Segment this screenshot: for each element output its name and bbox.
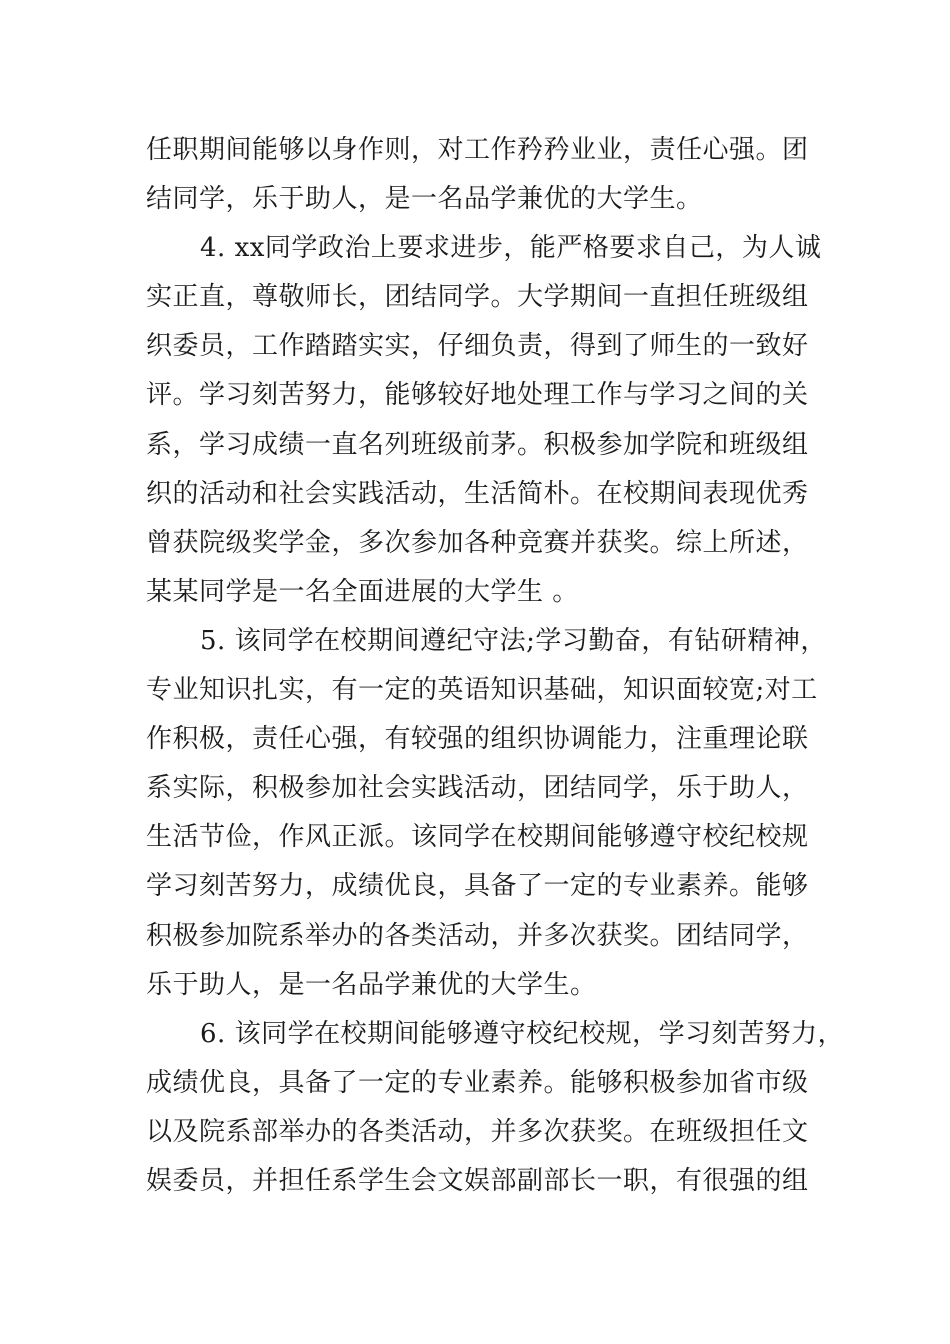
text-line: 曾获院级奖学金，多次参加各种竞赛并获奖。综上所述， — [146, 527, 809, 558]
text-line: 以及院系部举办的各类活动，并多次获奖。在班级担任文 — [146, 1116, 809, 1147]
text-line: 作积极，责任心强，有较强的组织协调能力，注重理论联 — [146, 724, 809, 755]
paragraph-start-line: 4. xx同学政治上要求进步，能严格要求自己，为人诚 — [200, 233, 822, 264]
text-line: 织委员，工作踏踏实实，仔细负责，得到了师生的一致好 — [146, 331, 809, 362]
text-line: 任职期间能够以身作则，对工作矜矜业业，责任心强。团 — [146, 135, 809, 165]
text-line: 评。学习刻苦努力，能够较好地处理工作与学习之间的关 — [146, 380, 809, 411]
text-line: 结同学，乐于助人，是一名品学兼优的大学生。 — [146, 184, 703, 215]
text-line: 生活节俭，作风正派。该同学在校期间能够遵守校纪校规 — [146, 822, 809, 853]
text-line: 成绩优良，具备了一定的专业素养。能够积极参加省市级 — [146, 1067, 809, 1098]
text-line: 娱委员，并担任系学生会文娱部副部长一职，有很强的组 — [146, 1165, 809, 1196]
text-line: 系实际，积极参加社会实践活动，团结同学，乐于助人， — [146, 773, 809, 804]
document-body — [146, 126, 845, 1206]
paragraph-start-line: 5. 该同学在校期间遵纪守法;学习勤奋，有钻研精神， — [200, 625, 827, 656]
text-line: 实正直，尊敬师长，团结同学。大学期间一直担任班级组 — [146, 282, 809, 313]
text-line: 某某同学是一名全面进展的大学生 。 — [146, 576, 579, 607]
text-line: 专业知识扎实，有一定的英语知识基础，知识面较宽;对工 — [146, 675, 818, 706]
paragraph-start-line: 6. 该同学在校期间能够遵守校纪校规，学习刻苦努力， — [200, 1018, 845, 1049]
text-line: 乐于助人，是一名品学兼优的大学生。 — [146, 969, 597, 1000]
text-line: 系，学习成绩一直名列班级前茅。积极参加学院和班级组 — [146, 429, 809, 460]
text-line: 学习刻苦努力，成绩优良，具备了一定的专业素养。能够 — [146, 871, 809, 902]
text-line: 积极参加院系举办的各类活动，并多次获奖。团结同学， — [146, 920, 809, 951]
text-line: 织的活动和社会实践活动，生活简朴。在校期间表现优秀 — [146, 478, 809, 509]
